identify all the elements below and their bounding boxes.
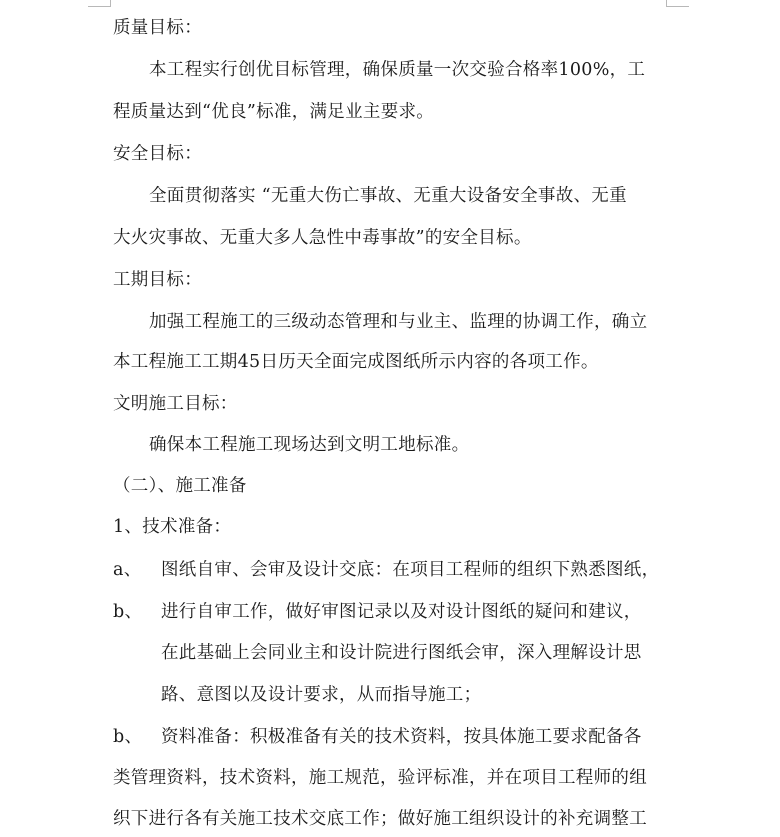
quality-line-2: 程质量达到“优良”标准，满足业主要求。: [113, 102, 435, 122]
item-b1-label: b、: [113, 602, 143, 622]
crop-mark-right: [666, 0, 689, 7]
tech-prep-heading: 1、技术准备：: [113, 517, 232, 537]
safety-line-1: 全面贯彻落实 “无重大伤亡事故、无重大设备安全事故、无重: [149, 186, 627, 206]
quality-line-1: 本工程实行创优目标管理，确保质量一次交验合格率100%，工: [149, 60, 646, 80]
section2-heading: （二）、施工准备: [113, 476, 247, 496]
item-b1-line-1: 进行自审工作，做好审图记录以及对设计图纸的疑问和建议，: [161, 602, 642, 622]
item-b2-line-1: 资料准备：积极准备有关的技术资料，按具体施工要求配备各: [161, 727, 642, 747]
item-b2-line-2: 类管理资料，技术资料，施工规范，验评标准，并在项目工程师的组: [113, 768, 647, 788]
item-b1-line-3: 路、意图以及设计要求，从而指导施工；: [161, 685, 482, 705]
quality-heading: 质量目标：: [113, 18, 202, 38]
item-a-label: a、: [113, 560, 142, 580]
item-b2-line-3: 织下进行各有关施工技术交底工作；做好施工组织设计的补充调整工: [113, 809, 647, 829]
safety-line-2: 大火灾事故、无重大多人急性中毒事故”的安全目标。: [113, 228, 532, 248]
schedule-line-1: 加强工程施工的三级动态管理和与业主、监理的协调工作，确立: [149, 312, 648, 332]
item-b1-line-2: 在此基础上会同业主和设计院进行图纸会审，深入理解设计思: [161, 643, 642, 663]
crop-mark-left: [88, 0, 111, 7]
schedule-heading: 工期目标：: [113, 270, 202, 290]
civilized-line-1: 确保本工程施工现场达到文明工地标准。: [149, 435, 470, 455]
schedule-line-2: 本工程施工工期45日历天全面完成图纸所示内容的各项工作。: [113, 352, 599, 372]
item-a-text: 图纸自审、会审及设计交底：在项目工程师的组织下熟悉图纸，: [161, 560, 660, 580]
safety-heading: 安全目标：: [113, 144, 202, 164]
item-b2-label: b、: [113, 727, 143, 747]
civilized-heading: 文明施工目标：: [113, 394, 238, 414]
